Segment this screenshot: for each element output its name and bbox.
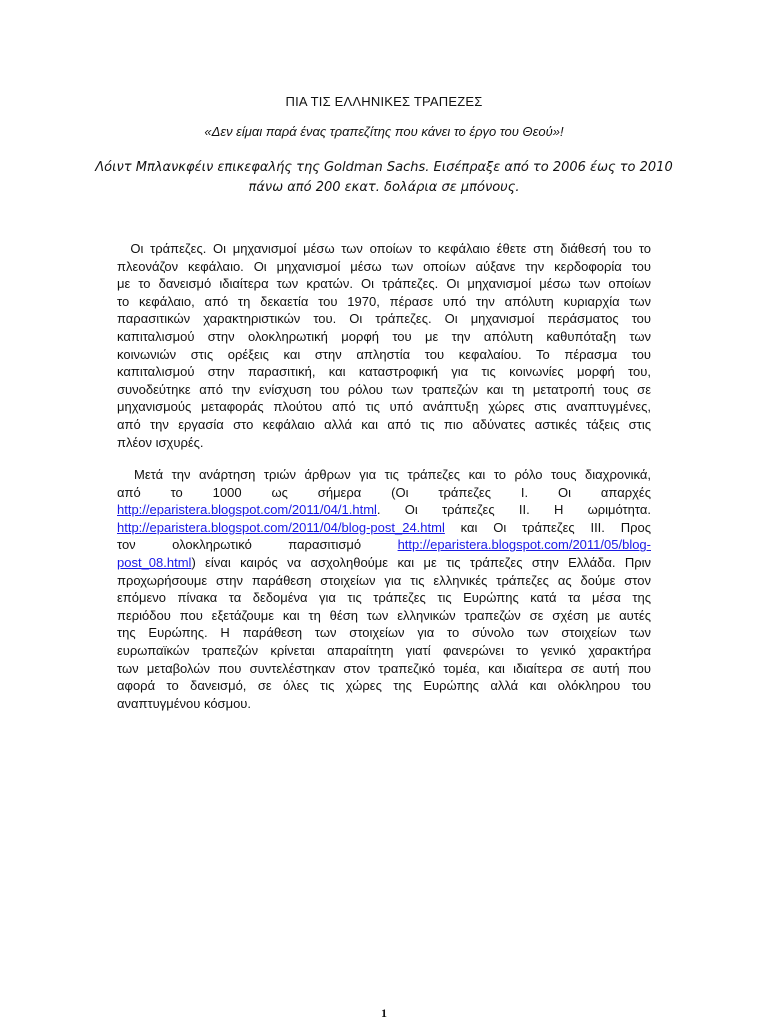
paragraph-line: από την εργασία στο κεφάλαιο αλλά και από τις πιο αδύνατες αστικές τάξεις στις <box>117 416 651 432</box>
paragraph-line: το κεφάλαιο, από τη δεκαετία του 1970, πέρασε υπό την απόλυτη κυριαρχία των <box>117 293 651 309</box>
paragraph-line: με το δανεισμό ιδιαίτερα των κρατών. Οι τράπεζες. Οι μηχανισμοί μέσω των οποίων <box>117 276 651 292</box>
paragraph-line: συνοδεύτηκε από την ενίσχυση του ρόλου των τραπεζών και τη μετατροπή τους σε <box>117 381 651 397</box>
link-oi-trapezes-1[interactable]: http://eparistera.blogspot.com/2011/04/1.html <box>117 502 377 518</box>
attribution-line: Λόιντ Μπλανκφέιν επικεφαλής της Goldman Sachs. Εισέπραξε από το 2006 έως το 2010 <box>95 160 673 175</box>
paragraph-line <box>117 554 651 572</box>
paragraph-line: ευρωπαϊκών τραπεζών κρίνεται απαραίτητη γιατί φανερώνει το γενικό χαρακτήρα <box>117 642 651 658</box>
paragraph-line: πλέον ισχυρές. <box>117 434 204 450</box>
paragraph-line: περιόδου που εξετάζουμε και τη θέση των ελληνικών τραπεζών σε σχέση με αυτές <box>117 607 651 623</box>
paragraph-line: επόμενο πίνακα τα δεδομένα για τις τράπεζες τις Ευρώπης κατά τα μέσα της <box>117 590 651 606</box>
paragraph-line <box>117 519 651 537</box>
paragraph-line <box>117 501 651 519</box>
link-oi-trapezes-3[interactable]: http://eparistera.blogspot.com/2011/05/blog- <box>397 537 651 553</box>
epigraph-quote: «Δεν είμαι παρά ένας τραπεζίτης που κάνει το έργο του Θεού»! <box>204 124 564 139</box>
paragraph-line: των μεταβολών που συντελέστηκαν στον τραπεζικό τομέα, και ιδιαίτερα σε αυτή που <box>117 660 651 676</box>
paragraph-line: αναπτυγμένου κόσμου. <box>117 695 252 711</box>
paragraph-line: μηχανισμούς μεταφοράς πλούτου από τις υπό ανάπτυξη χώρες στις αναπτυγμένες, <box>117 399 651 415</box>
paragraph-line: της Ευρώπης. Η παράθεση των στοιχείων για το σύνολο των στοιχείων των <box>117 625 651 641</box>
paragraph-line: καπιταλισμού στην παρασιτική, και καταστροφική για τις κοινωνίες μορφή του, <box>117 364 651 380</box>
paragraph-line: αφορά το δανεισμό, σε όλες τις χώρες της Ευρώπης αλλά και ολόκληρου του <box>117 678 651 694</box>
paragraph-line: καπιταλισμού στην ολοκληρωτική μορφή του με την απόλυτη καθυπόταξη των <box>117 328 651 344</box>
link-oi-trapezes-3-continued[interactable]: post_08.html <box>117 554 192 570</box>
text-segment: τον ολοκληρωτικό παρασιτισμό <box>117 537 398 553</box>
attribution-line: πάνω από 200 εκατ. δολάρια σε μπόνους. <box>248 180 520 195</box>
text-segment: ) είναι καιρός να ασχοληθούμε και με τις τράπεζες στην Ελλάδα. Πριν <box>191 554 651 570</box>
paragraph-line: παρασιτικών χαρακτηριστικών του. Οι τράπεζες. Οι μηχανισμοί περάσματος του <box>117 311 651 327</box>
paragraph-line: Οι τράπεζες. Οι μηχανισμοί μέσω των οποίων το κεφάλαιο έθετε στη διάθεσή του το <box>117 241 651 256</box>
link-oi-trapezes-2[interactable]: http://eparistera.blogspot.com/2011/04/blog-post_24.html <box>117 519 445 535</box>
paragraph-1 <box>117 240 651 451</box>
quote-attribution <box>0 158 768 198</box>
text-segment: και Οι τράπεζες ΙΙΙ. Προς <box>444 519 651 535</box>
paragraph-line: πλεονάζον κεφάλαιο. Οι μηχανισμοί μέσω των οποίων αύξανε την κερδοφορία του <box>117 258 651 274</box>
paragraph-line: Μετά την ανάρτηση τριών άρθρων για τις τράπεζες και το ρόλο τους διαχρονικά, <box>117 467 651 482</box>
paragraph-line: από το 1000 ως σήμερα (Οι τράπεζες Ι. Οι απαρχές <box>117 484 651 500</box>
paragraph-line: προχωρήσουμε στην παράθεση στοιχείων για τις ελληνικές τράπεζες ας δούμε στον <box>117 572 651 588</box>
paragraph-line: κοινωνιών στις ορέξεις και στην απληστία του κεφαλαίου. Το πέρασμα του <box>117 346 651 362</box>
page-number: 1 <box>381 1006 387 1020</box>
text-segment: . Οι τράπεζες ΙΙ. Η ωριμότητα. <box>376 502 651 518</box>
paragraph-line <box>117 536 651 554</box>
document-title: ΠΙΑ ΤΙΣ ΕΛΛΗΝΙΚΕΣ ΤΡΑΠΕΖΕΣ <box>285 94 483 109</box>
paragraph-2 <box>117 466 651 712</box>
